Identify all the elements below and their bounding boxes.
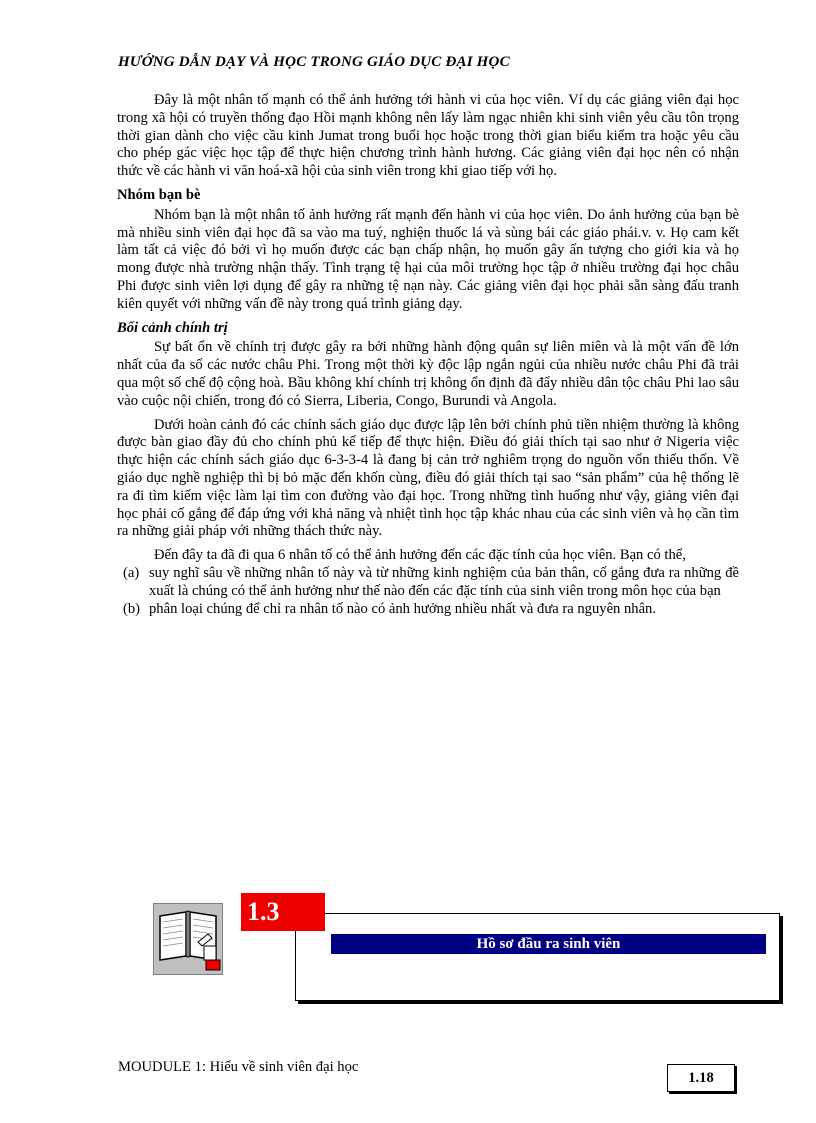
heading-political-context: Bối cảnh chính trị [117,319,228,336]
list-text: phân loại chúng để chỉ ra nhân tố nào có ảnh hưởng nhiều nhất và đưa ra nguyên nhân. [149,600,657,617]
list-item [117,565,739,601]
section-frame [295,913,780,1001]
paragraph-political-1: Sự bất ổn về chính trị được gây ra bởi những hành động quân sự liên miên và là một vấn đề lớn nhất của đa số các nước châu Phi. Trong một thời kỳ độc lập ngắn ngủi của nhiều nước châu Phi đã trải qua một số chế độ cộng hoà. Bầu không khí chính trị không ổn định đã đẩy nhiều dân tộc châu Phi lao sâu vào cuộc nội chiến, trong đó có Sierra, Liberia, Congo, Burundi và Angola. [117,339,739,409]
page-body [117,92,739,618]
open-book-pen-icon [153,903,223,975]
paragraph-political-2: Dưới hoàn cảnh đó các chính sách giáo dục được lập lên bởi chính phủ tiền nhiệm thường là không được bàn giao đầy đủ cho chính phủ kế tiếp để thực hiện. Điều đó giải thích tại sao như ở Nigeria việc thực hiện các chính sách giáo dục 6-3-3-4 là đang bị cản trở nghiêm trọng do nguồn vốn thiếu thốn. Về giáo dục nghề nghiệp thì bị bỏ mặc đến khốn cùng, điều đó giải thích tại sao “sản phẩm” của hệ thống lẽ ra đi tìm kiếm việc làm lại tìm con đường vào đại học. Trong những tình huống như vậy, giảng viên đại học phải cố gắng để đáp ứng với khả năng và nhiệt tình học tập khác nhau của các sinh viên và họ cần tìm ra những giải pháp với những thách thức này. [117,416,739,540]
paragraph-peer-group: Nhóm bạn là một nhân tố ảnh hưởng rất mạnh đến hành vi của học viên. Do ảnh hưởng của bạn bè mà nhiều sinh viên đại học đã sa vào ma tuý, nghiện thuốc lá và sùng bái các giáo phái.v. v. Họ cam kết làm tất cả việc đó bởi vì họ muốn được các bạn chấp nhận, họ muốn gây ấn tượng cho giới kia và họ mong được nhà trường nhận thấy. Tình trạng tệ hại của môi trường học tập ở nhiều trường đại học châu Phi được sinh viên lợi dụng để gây ra những tệ nạn này. Các giảng viên đại học phải sẵn sàng đấu tranh kiên quyết với những vấn đề này trong quá trình giảng dạy. [117,206,739,312]
list-label: (a) [123,564,140,581]
list-label: (b) [123,600,141,617]
footer-module: MOUDULE 1: Hiểu về sinh viên đại học [118,1059,359,1075]
section-title: Hồ sơ đầu ra sinh viên [331,934,766,954]
running-header: HƯỚNG DẪN DẠY VÀ HỌC TRONG GIÁO DỤC ĐẠI HỌC [118,54,510,70]
page-number: 1.18 [667,1064,735,1092]
paragraph-summary: Đến đây ta đã đi qua 6 nhân tố có thể ảnh hưởng đến các đặc tính của học viên. Bạn có thể, [154,547,686,564]
list-item [117,601,739,619]
heading-peer-group: Nhóm bạn bè [117,186,201,203]
section-number: 1.3 [241,893,325,931]
paragraph-culture: Đây là một nhân tố mạnh có thể ảnh hưởng tới hành vi của học viên. Ví dụ các giảng viên đại học trong xã hội có truyền thống đạo Hồi mạnh không nên lấy làm ngạc nhiên khi sinh viên yêu cầu tôn trọng thời gian dành cho việc cầu kinh Jumat trong buổi học hoặc trong thời gian biểu kiểm tra hoặc yêu cầu cho phép gác việc học tập để thực hiện chương trình hành hương. Các giảng viên đại học nên có nhận thức về các hành vi văn hoá-xã hội của sinh viên trong khi giao tiếp với họ. [117,92,739,180]
list-text: suy nghĩ sâu về những nhân tố này và từ những kinh nghiệm của bản thân, cố gắng đưa ra những đề xuất là chúng có thể ảnh hưởng như thế nào đến các đặc tính của sinh viên trong môn học của bạn [149,564,739,599]
